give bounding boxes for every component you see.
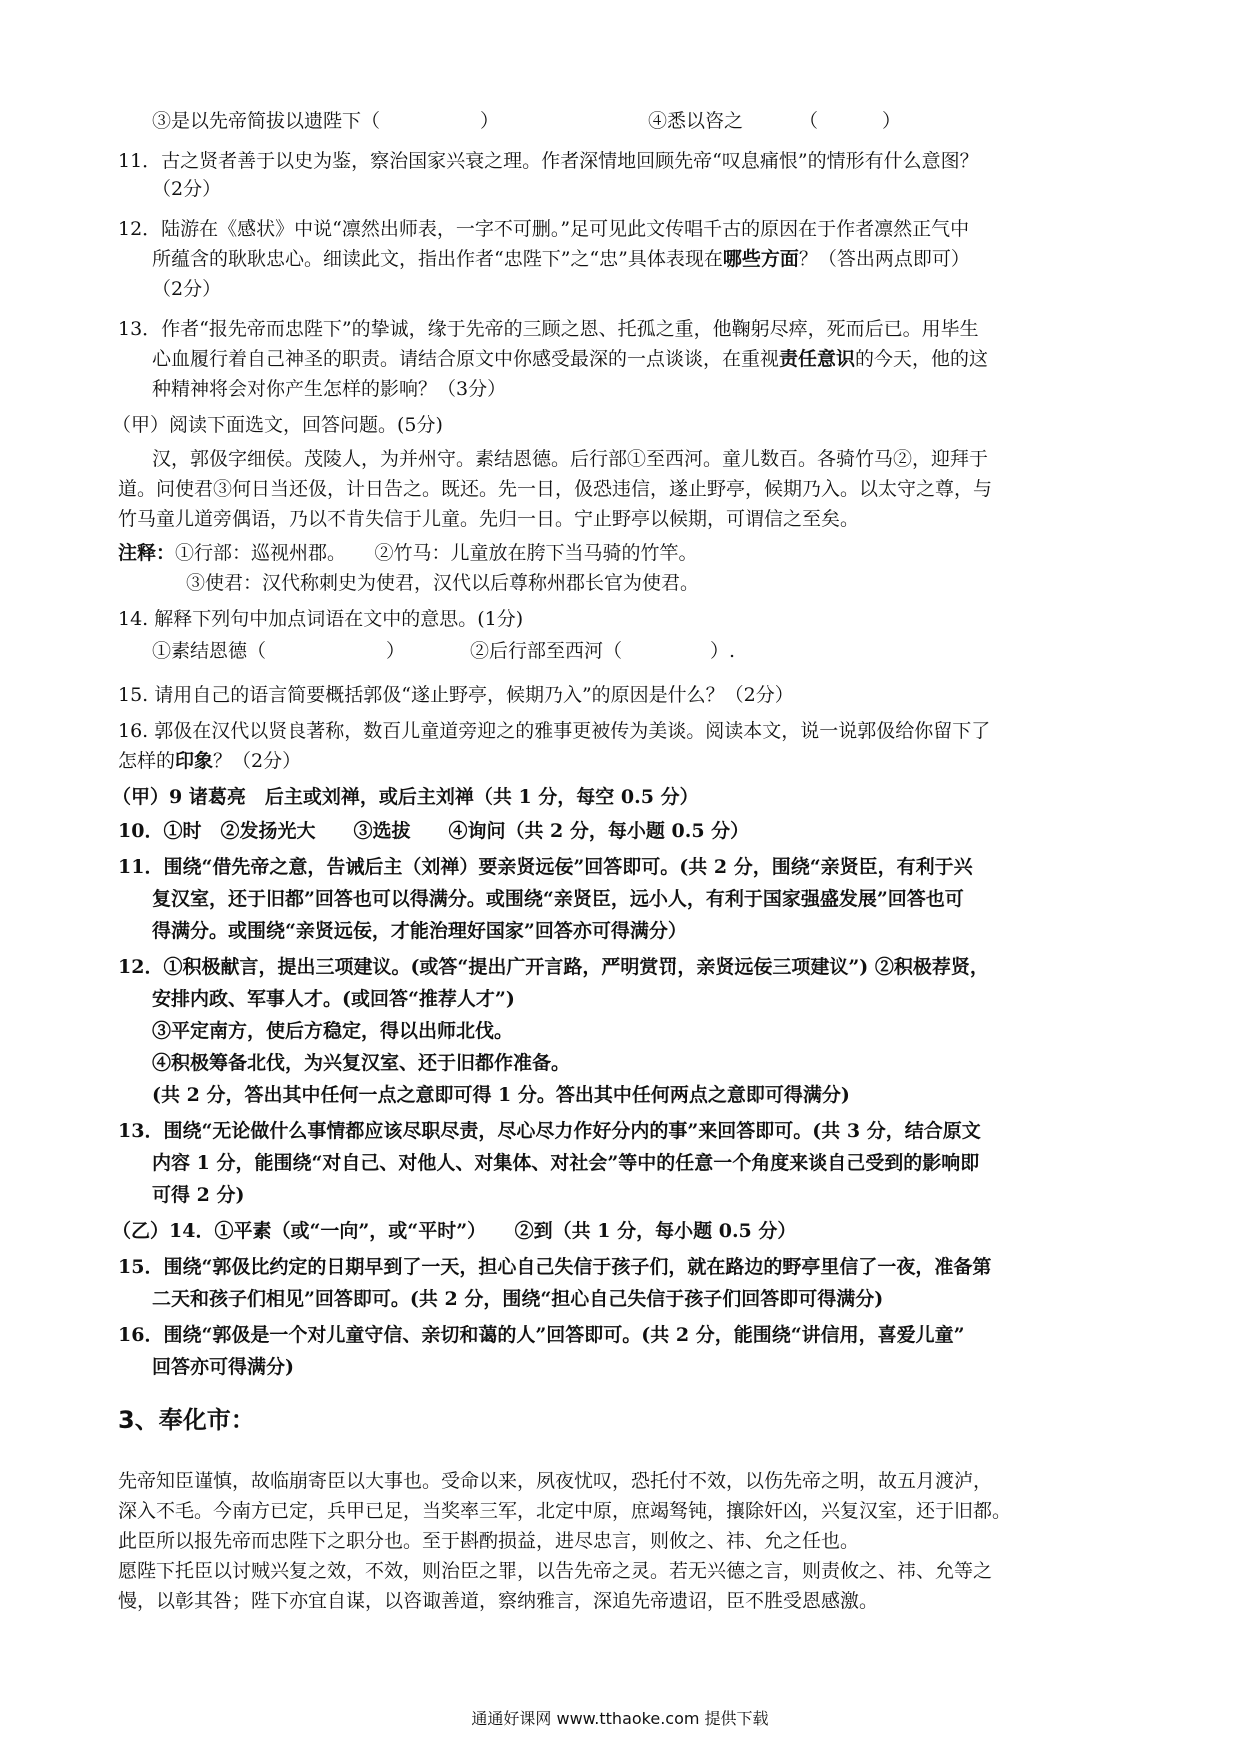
passage-heading: （甲）阅读下面选文，回答问题。(5分)	[112, 414, 443, 436]
answer-13-line3: 可得 2 分)	[152, 1184, 245, 1206]
note-label: 注释：	[118, 542, 176, 564]
answer-13-line1: 13．围绕“无论做什么事情都应该尽职尽责，尽心尽力作好分内的事”来回答即可。(共 3 分，结合原文	[118, 1120, 981, 1142]
question-12-line1: 12．陆游在《感状》中说“凛然出师表，一字不可删。”足可见此文传唱千古的原因在于作者凛然正气中	[118, 218, 970, 240]
answer-12-line2: 安排内政、军事人才。(或回答“推荐人才”)	[152, 988, 515, 1010]
section3-para1-line1: 先帝知臣谨慎，故临崩寄臣以大事也。受命以来，夙夜忧叹，恐托付不效，以伤先帝之明，故五月渡泸，	[118, 1470, 993, 1492]
answer-16-line1: 16．围绕“郭伋是一个对儿童守信、亲切和蔼的人”回答即可。(共 2 分，能围绕“讲信用，喜爱儿童”	[118, 1324, 965, 1346]
q10-item-4: ④悉以咨之 （ ）	[648, 110, 902, 132]
section3-para1-line2: 深入不毛。今南方已定，兵甲已足，当奖率三军，北定中原，庶竭驽钝，攘除奸凶，兴复汉室，还于旧都。	[118, 1500, 1012, 1522]
question-12-line2: 所蕴含的耿耿忠心。细读此文，指出作者“忠陛下”之“忠”具体表现在哪些方面？（答出两点即可）	[152, 248, 970, 270]
emphasis-text: 哪些方面	[722, 248, 799, 270]
answer-15-line1: 15．围绕“郭伋比约定的日期早到了一天，担心自己失信于孩子们，就在路边的野亭里信了一夜，准备第	[118, 1256, 992, 1278]
note-2: ③使君：汉代称刺史为使君，汉代以后尊称州郡长官为使君。	[186, 572, 700, 594]
answer-12-line5: (共 2 分，答出其中任何一点之意即可得 1 分。答出其中任何两点之意即可得满分)	[152, 1084, 850, 1106]
answer-13-line2: 内容 1 分，能围绕“对自己、对他人、对集体、对社会”等中的任意一个角度来谈自己受到的影响即	[152, 1152, 980, 1174]
answer-11-line3: 得满分。或围绕“亲贤远佞，才能治理好国家”回答亦可得满分）	[152, 920, 687, 942]
answer-12-line3: ③平定南方，使后方稳定，得以出师北伐。	[152, 1020, 514, 1042]
question-16-line1: 16. 郭伋在汉代以贤良著称，数百儿童道旁迎之的雅事更被传为美谈。阅读本文，说一说郭伋给你留下了	[118, 720, 991, 742]
answer-14: （乙）14．①平素（或“一向”，或“平时”） ②到（共 1 分，每小题 0.5 分）	[112, 1220, 797, 1242]
q10-continued: ③是以先帝简拔以遗陛下（ ）	[152, 110, 500, 132]
question-11-score: （2分）	[152, 178, 222, 200]
question-16-line2: 怎样的印象？（2分）	[118, 750, 302, 772]
section3-para2-line2: 慢，以彰其咎；陛下亦宜自谋，以咨诹善道，察纳雅言，深追先帝遗诏，臣不胜受恩感激。	[118, 1590, 879, 1612]
answer-12-line4: ④积极筹备北伐，为兴复汉室、还于旧都作准备。	[152, 1052, 571, 1074]
question-11: 11．古之贤者善于以史为鉴，察治国家兴衰之理。作者深情地回顾先帝“叹息痛恨”的情形有什么意图？	[118, 150, 979, 172]
passage-line-3: 竹马童儿道旁偶语，乃以不肯失信于儿童。先归一日。宁止野亭以候期，可谓信之至矣。	[118, 508, 860, 530]
footer-credit: 通通好课网 www.tthaoke.com 提供下载	[471, 1709, 769, 1728]
question-13-line2: 心血履行着自己神圣的职责。请结合原文中你感受最深的一点谈谈，在重视责任意识的今天，他的这	[152, 348, 989, 370]
section-title: 3、奉化市：	[118, 1406, 255, 1434]
passage-line-1: 汉，郭伋字细侯。茂陵人，为并州守。素结恩德。后行部①至西河。童儿数百。各骑竹马②，迎拜于	[152, 448, 989, 470]
answer-11-line2: 复汉室，还于旧都”回答也可以得满分。或围绕“亲贤臣，远小人，有利于国家强盛发展”回答也可	[152, 888, 964, 910]
question-12-score: （2分）	[152, 278, 222, 300]
question-13-line3: 种精神将会对你产生怎样的影响？（3分）	[152, 378, 507, 400]
question-13-line1: 13．作者“报先帝而忠陛下”的挚诚，缘于先帝的三顾之恩、托孤之重，他鞠躬尽瘁，死而后已。用毕生	[118, 318, 979, 340]
answer-9: （甲）9 诸葛亮 后主或刘禅，或后主刘禅（共 1 分，每空 0.5 分）	[112, 786, 699, 808]
question-14: 14. 解释下列句中加点词语在文中的意思。(1分)	[118, 608, 524, 630]
section3-para1-line3: 此臣所以报先帝而忠陛下之职分也。至于斟酌损益，进尽忠言，则攸之、祎、允之任也。	[118, 1530, 860, 1552]
answer-10: 10．①时 ②发扬光大 ③选拔 ④询问（共 2 分，每小题 0.5 分）	[118, 820, 750, 842]
note-1: 注释：①行部：巡视州郡。 ②竹马：儿童放在胯下当马骑的竹竿。	[118, 542, 698, 564]
section3-para2-line1: 愿陛下托臣以讨贼兴复之效，不效，则治臣之罪，以告先帝之灵。若无兴德之言，则责攸之、祎、允等之	[118, 1560, 993, 1582]
q10-item-3: ③是以先帝简拔以遗陛下（	[152, 110, 381, 132]
question-14-item-1: ①素结恩德（ ）	[152, 640, 406, 662]
question-14-item-2: ②后行部至西河（ ）.	[470, 640, 736, 662]
question-15: 15. 请用自己的语言简要概括郭伋“遂止野亭，候期乃入”的原因是什么？（2分）	[118, 684, 794, 706]
answer-12-line1: 12．①积极献言，提出三项建议。(或答“提出广开言路，严明赏罚，亲贤远佞三项建议”) ②积极荐贤，	[118, 956, 989, 978]
emphasis-text: 责任意识	[779, 348, 856, 370]
answer-16-line2: 回答亦可得满分)	[152, 1356, 294, 1378]
passage-line-2: 道。问使君③何日当还伋，计日告之。既还。先一日，伋恐违信，遂止野亭，候期乃入。以太守之尊，与	[118, 478, 993, 500]
answer-11-line1: 11．围绕“借先帝之意，告诫后主（刘禅）要亲贤远佞”回答即可。(共 2 分，围绕“亲贤臣，有利于兴	[118, 856, 973, 878]
answer-15-line2: 二天和孩子们相见”回答即可。(共 2 分，围绕“担心自己失信于孩子们回答即可得满分)	[152, 1288, 884, 1310]
emphasis-text: 印象	[175, 750, 214, 772]
